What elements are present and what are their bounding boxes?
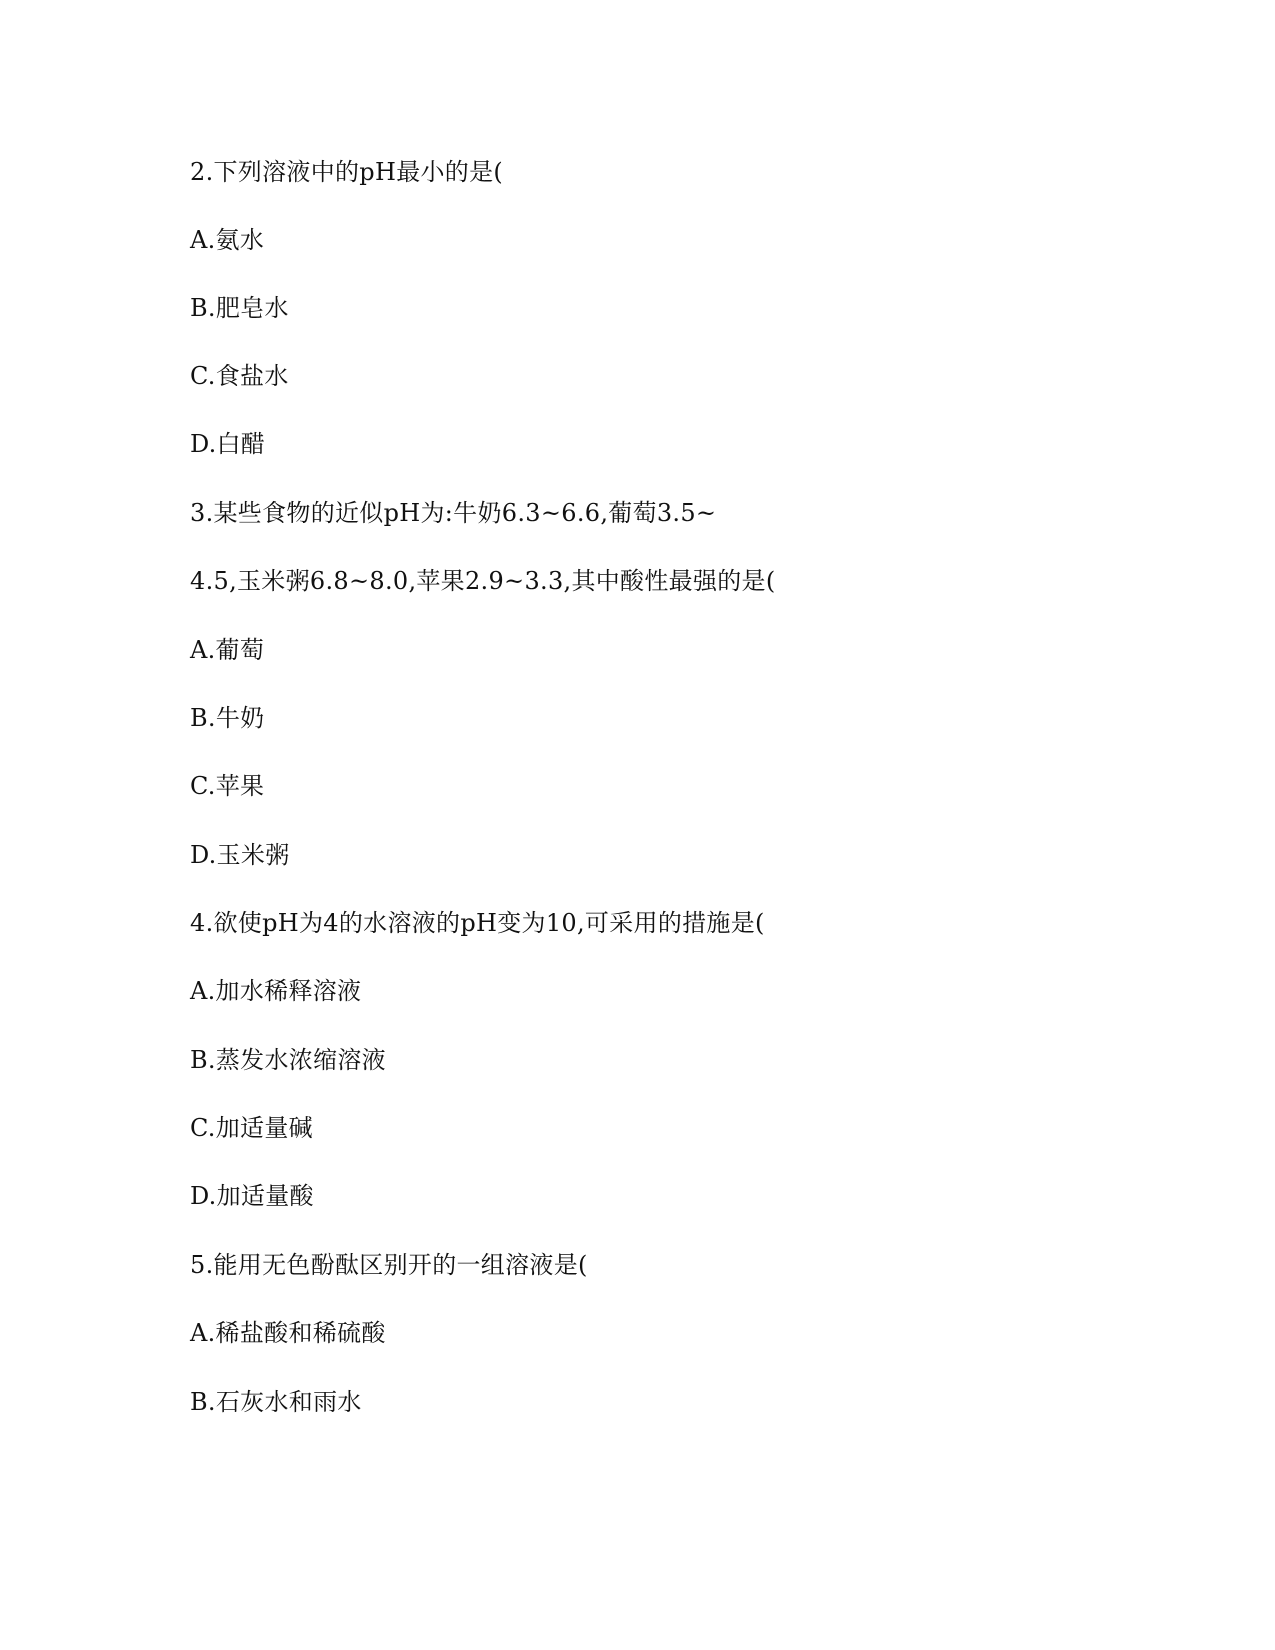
question-2-option-b: B.肥皂水	[190, 294, 289, 322]
question-3-stem-line-1: 3.某些食物的近似pH为:牛奶6.3~6.6,葡萄3.5~	[190, 499, 717, 527]
question-5-option-b: B.石灰水和雨水	[190, 1388, 362, 1416]
question-2-option-d: D.白醋	[190, 430, 266, 458]
question-4-option-b: B.蒸发水浓缩溶液	[190, 1046, 386, 1074]
question-4-option-c: C.加适量碱	[190, 1114, 313, 1142]
question-4-option-a: A.加水稀释溶液	[190, 977, 362, 1005]
question-2-option-a: A.氨水	[190, 226, 265, 254]
question-3-option-d: D.玉米粥	[190, 841, 290, 869]
question-3-option-a: A.葡萄	[190, 636, 265, 664]
question-2-option-c: C.食盐水	[190, 362, 289, 390]
question-2-stem: 2.下列溶液中的pH最小的是(	[190, 158, 504, 186]
question-3-stem-line-2: 4.5,玉米粥6.8~8.0,苹果2.9~3.3,其中酸性最强的是(	[190, 567, 776, 595]
question-3-option-b: B.牛奶	[190, 704, 265, 732]
question-5-option-a: A.稀盐酸和稀硫酸	[190, 1319, 386, 1347]
question-3-option-c: C.苹果	[190, 772, 265, 800]
question-5-stem: 5.能用无色酚酞区别开的一组溶液是(	[190, 1251, 588, 1279]
question-4-option-d: D.加适量酸	[190, 1182, 314, 1210]
question-4-stem: 4.欲使pH为4的水溶液的pH变为10,可采用的措施是(	[190, 909, 765, 937]
